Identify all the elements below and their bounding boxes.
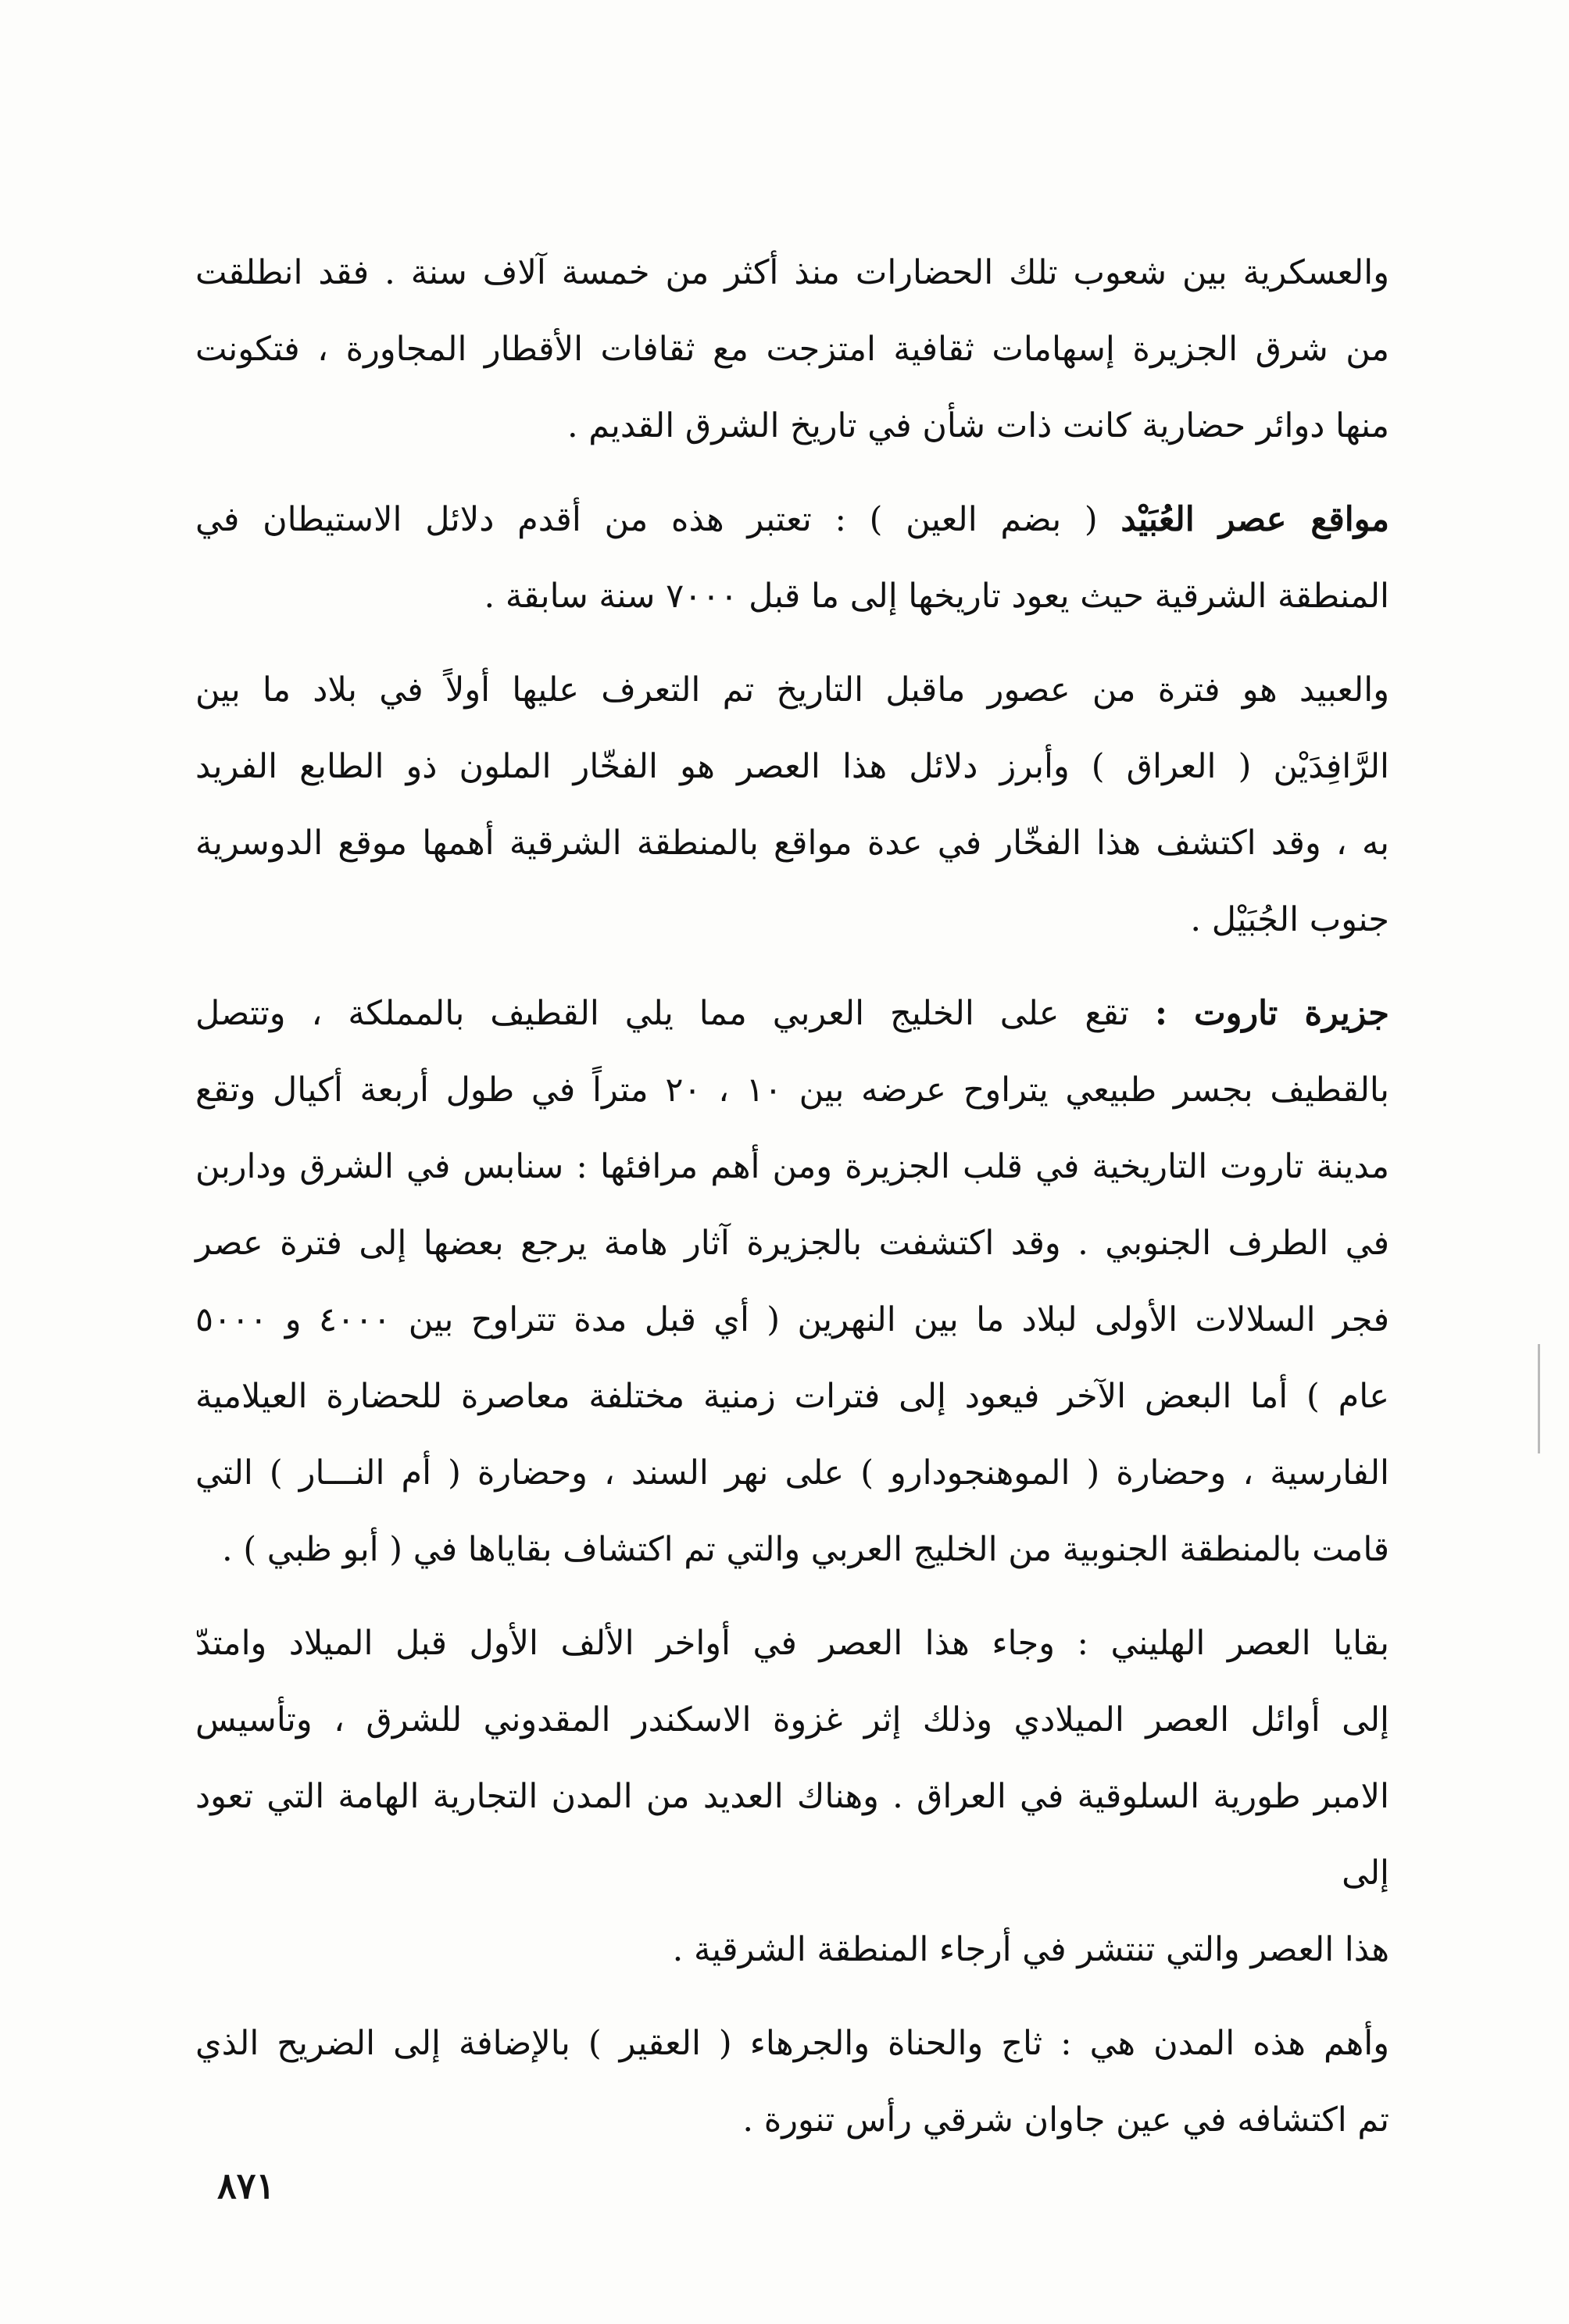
line-text: جنوب الجُبَيْل . (1190, 900, 1389, 939)
line-text: والعسكرية بين شعوب تلك الحضارات منذ أكثر من خمسة آلاف سنة . فقد انطلقت (195, 253, 1389, 292)
text-line (195, 1282, 1389, 1358)
scan-edge-mark (1538, 1344, 1540, 1453)
paragraph (195, 1605, 1389, 1988)
text-line (195, 1605, 1389, 1682)
line-text: إلى أوائل العصر الميلادي وذلك إثر غزوة الاسكندر المقدوني للشرق ، وتأسيس (195, 1700, 1389, 1739)
paragraph (195, 652, 1389, 958)
text-line (195, 558, 1389, 635)
text-line (195, 1682, 1389, 1758)
line-text: الفارسية ، وحضارة ( الموهنجودارو ) على نهر السند ، وحضارة ( أم النـــار ) التي (195, 1453, 1389, 1493)
text-line (195, 1911, 1389, 1988)
line-text: في الطرف الجنوبي . وقد اكتشفت بالجزيرة آثار هامة يرجع بعضها إلى فترة عصر (195, 1224, 1389, 1263)
line-text: المنطقة الشرقية حيث يعود تاريخها إلى ما قبل ٧٠٠٠ سنة سابقة . (484, 577, 1389, 616)
paragraph-heading: مواقع عصر العُبَيْد (1120, 500, 1390, 539)
text-line (195, 1758, 1389, 1911)
line-text: بقايا العصر الهليني : وجاء هذا العصر في أواخر الألف الأول قبل الميلاد وامتدّ (195, 1624, 1389, 1663)
line-text: تم اكتشافه في عين جاوان شرقي رأس تنورة . (742, 2101, 1389, 2140)
line-text: الرَّافِدَيْن ( العراق ) وأبرز دلائل هذا العصر هو الفخّار الملون ذو الطابع الفريد (195, 747, 1389, 786)
text-line (195, 1511, 1389, 1588)
paragraph (195, 975, 1389, 1588)
text-line (195, 652, 1389, 728)
text-line (195, 975, 1389, 1052)
paragraph-heading: جزيرة تاروت : (1155, 994, 1390, 1033)
line-text: الامبر طورية السلوقية في العراق . وهناك العديد من المدن التجارية الهامة التي تعود إلى (195, 1777, 1389, 1893)
text-line (195, 1205, 1389, 1282)
text-line (195, 234, 1389, 311)
line-text: تقع على الخليج العربي مما يلي القطيف بالمملكة ، وتتصل (195, 994, 1130, 1033)
text-line (195, 881, 1389, 958)
line-text: وأهم هذه المدن هي : ثاج والحناة والجرهاء ( العقير ) بالإضافة إلى الضريح الذي (195, 2024, 1389, 2063)
text-line (195, 1052, 1389, 1128)
line-text: قامت بالمنطقة الجنوبية من الخليج العربي والتي تم اكتشاف بقاياها في ( أبو ظبي ) . (222, 1530, 1389, 1569)
line-text: والعبيد هو فترة من عصور ماقبل التاريخ تم التعرف عليها أولاً في بلاد ما بين (195, 670, 1389, 710)
page-number: ٨٧١ (217, 2165, 276, 2207)
text-line (195, 311, 1389, 388)
line-text: منها دوائر حضارية كانت ذات شأن في تاريخ الشرق القديم . (566, 406, 1389, 445)
page-body (195, 234, 1389, 2158)
paragraph (195, 234, 1389, 464)
line-text: به ، وقد اكتشف هذا الفخّار في عدة مواقع بالمنطقة الشرقية أهمها موقع الدوسرية (195, 824, 1389, 863)
text-line (195, 481, 1389, 558)
line-text: بالقطيف بجسر طبيعي يتراوح عرضه بين ١٠ ، ٢٠ متراً في طول أربعة أكيال وتقع (195, 1071, 1390, 1110)
paragraph (195, 2005, 1389, 2158)
text-line (195, 805, 1389, 881)
text-line (195, 728, 1389, 805)
text-line (195, 1358, 1389, 1435)
text-line (195, 2082, 1389, 2158)
line-text: هذا العصر والتي تنتشر في أرجاء المنطقة الشرقية . (672, 1930, 1389, 1969)
paragraph (195, 481, 1389, 635)
text-line (195, 388, 1389, 464)
line-text: ( بضم العين ) : تعتبر هذه من أقدم دلائل الاستيطان في (195, 500, 1098, 539)
line-text: من شرق الجزيرة إسهامات ثقافية امتزجت مع ثقافات الأقطار المجاورة ، فتكونت (195, 330, 1389, 369)
line-text: مدينة تاروت التاريخية في قلب الجزيرة ومن أهم مرافئها : سنابس في الشرق وداربن (195, 1147, 1389, 1186)
text-line (195, 1435, 1389, 1511)
text-line (195, 1128, 1389, 1205)
line-text: عام ) أما البعض الآخر فيعود إلى فترات زمنية مختلفة معاصرة للحضارة العيلامية (195, 1377, 1389, 1416)
text-line (195, 2005, 1389, 2082)
line-text: فجر السلالات الأولى لبلاد ما بين النهرين ( أي قبل مدة تتراوح بين ٤٠٠٠ و ٥٠٠٠ (195, 1300, 1390, 1339)
